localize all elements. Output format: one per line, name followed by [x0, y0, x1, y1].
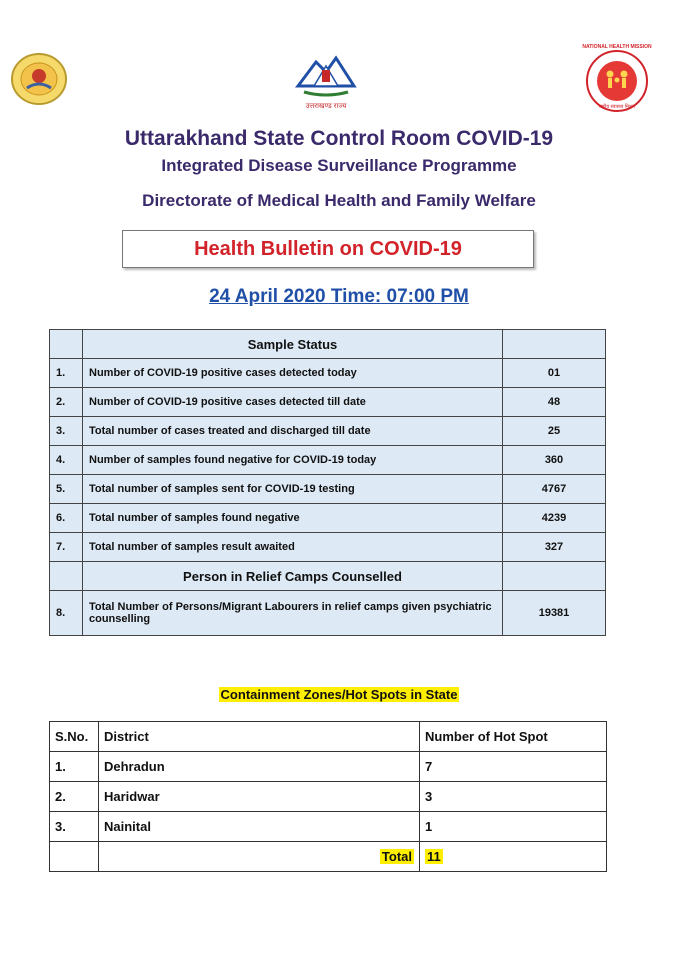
- row-hotspots: 1: [420, 812, 607, 842]
- table-row: [50, 359, 606, 388]
- row-value: 4239: [503, 504, 606, 533]
- row-number: 3.: [50, 417, 83, 446]
- sample-status-heading: Sample Status: [83, 330, 503, 359]
- row-district: Nainital: [99, 812, 420, 842]
- row-number: 6.: [50, 504, 83, 533]
- directorate-title: Directorate of Medical Health and Family Welfare: [142, 191, 536, 210]
- table-row: [50, 533, 606, 562]
- uttarakhand-emblem: [294, 48, 358, 108]
- row-number: 8.: [50, 591, 83, 636]
- table-row: [50, 812, 607, 842]
- table-row: [50, 782, 607, 812]
- row-sno: 2.: [50, 782, 99, 812]
- header-hotspots: Number of Hot Spot: [420, 722, 607, 752]
- row-label: Number of samples found negative for COVID-19 today: [83, 446, 503, 475]
- relief-header-row: [50, 562, 606, 591]
- header-district: District: [99, 722, 420, 752]
- row-sno: 1.: [50, 752, 99, 782]
- table-row: [50, 446, 606, 475]
- header-sno: S.No.: [50, 722, 99, 752]
- row-district: Dehradun: [99, 752, 420, 782]
- row-number: 2.: [50, 388, 83, 417]
- row-label: Total number of cases treated and discharged till date: [83, 417, 503, 446]
- row-value: 48: [503, 388, 606, 417]
- bulletin-title: Health Bulletin on COVID-19: [122, 230, 534, 268]
- nhm-logo-subtext: राष्ट्रीय स्वास्थ्य मिशन: [598, 104, 636, 110]
- table-row: [50, 504, 606, 533]
- sample-status-table: [49, 329, 606, 636]
- containment-title-wrap: [0, 687, 678, 702]
- table-row: [50, 388, 606, 417]
- hotspot-header-row: [50, 722, 607, 752]
- row-district: Haridwar: [99, 782, 420, 812]
- row-value: 4767: [503, 475, 606, 504]
- row-hotspots: 7: [420, 752, 607, 782]
- row-number: 7.: [50, 533, 83, 562]
- row-label: Total number of samples result awaited: [83, 533, 503, 562]
- relief-heading: Person in Relief Camps Counselled: [83, 562, 503, 591]
- row-number: 4.: [50, 446, 83, 475]
- row-value: 360: [503, 446, 606, 475]
- total-value: 11: [427, 849, 441, 864]
- table-row: [50, 417, 606, 446]
- table-row: [50, 475, 606, 504]
- row-label: Total number of samples found negative: [83, 504, 503, 533]
- total-label: Total: [381, 849, 412, 864]
- row-value: 19381: [503, 591, 606, 636]
- row-label: Total Number of Persons/Migrant Labourers in relief camps given psychiatric counselling: [83, 591, 503, 636]
- row-value: 327: [503, 533, 606, 562]
- row-value: 25: [503, 417, 606, 446]
- hotspot-table: [49, 721, 607, 872]
- sample-status-header-row: [50, 330, 606, 359]
- row-label: Number of COVID-19 positive cases detected today: [83, 359, 503, 388]
- row-value: 01: [503, 359, 606, 388]
- nhm-logo-text: NATIONAL HEALTH MISSION: [582, 44, 652, 50]
- containment-title: Containment Zones/Hot Spots in State: [220, 687, 458, 702]
- page-title: Uttarakhand State Control Room COVID-19: [124, 127, 554, 150]
- idsp-logo: [10, 52, 68, 106]
- emblem-caption: उत्तराखण्ड राज्य: [305, 103, 347, 110]
- row-number: 1.: [50, 359, 83, 388]
- row-hotspots: 3: [420, 782, 607, 812]
- row-sno: 3.: [50, 812, 99, 842]
- total-row: [50, 842, 607, 872]
- row-label: Total number of samples sent for COVID-19 testing: [83, 475, 503, 504]
- table-row: [50, 752, 607, 782]
- row-number: 5.: [50, 475, 83, 504]
- row-label: Number of COVID-19 positive cases detected till date: [83, 388, 503, 417]
- bulletin-date: 24 April 2020 Time: 07:00 PM: [209, 286, 469, 307]
- table-row: [50, 591, 606, 636]
- page-subtitle: Integrated Disease Surveillance Programme: [161, 156, 517, 175]
